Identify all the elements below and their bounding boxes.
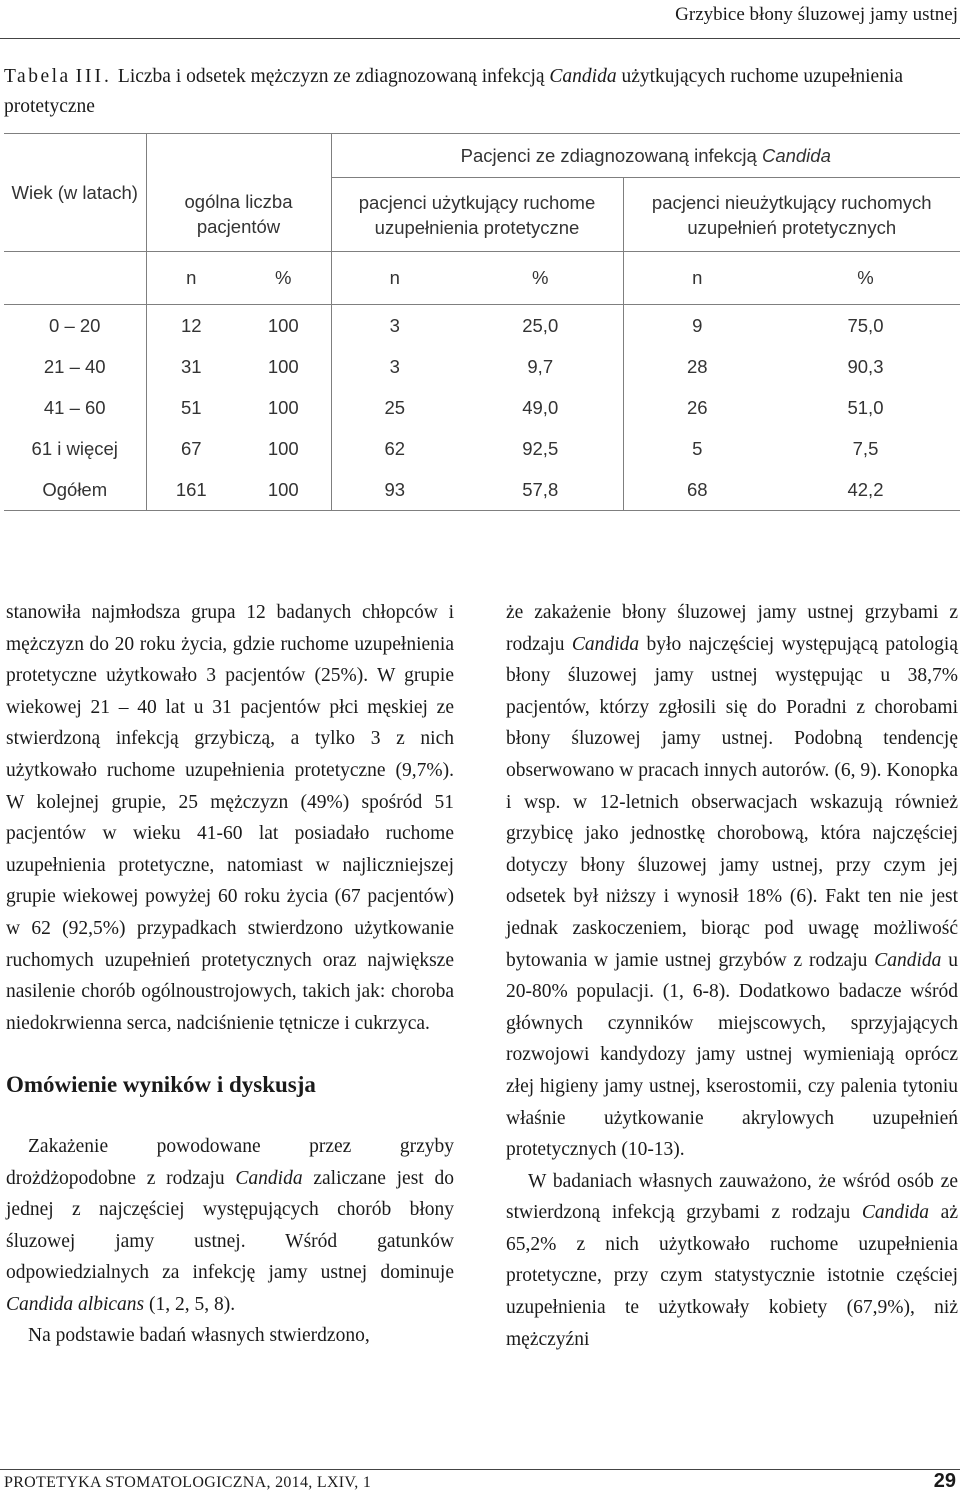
caption-label: Tabela [4,66,71,87]
header-age: Wiek (w latach) [4,134,146,252]
cell-total-n: 31 [180,355,202,377]
cell-total-pct: 100 [267,437,299,459]
cell-total-pct: 100 [236,469,331,511]
cell-nonusers-n: 68 [623,469,771,511]
text-run: u 20-80% populacji. (1, 6-8). Dodatkowo badacze wśród głównych czynników miejscowych, sprzyjających rozwojowi kandydozy jamy ustnej wymieniają oprócz złej higieny jamy ustnej, kserostomii, czy palenia tytoniu właśnie użytkowanie akrylowych uzupełnień protetycznych (10-13). [506,949,958,1161]
left-text-column [6,597,454,1352]
text-run: było najczęściej występującą patologią błony śluzowej jamy ustnej występując u 38,7% pacjentów, którzy zgłosili się do Poradni z chorobami błony śluzowej jamy ustnej. Podobną tendencję obserwowano w pracach innych autorów. (6, 9). Konopka i wsp. w 12-letnich obserwacjach wskazują również grzybicę jako jednostkę chorobową, która najczęściej dotyczy błony śluzowej jamy ustnej, przy czym jej odsetek był niższy i wynosił 18% (6). Fakt ten nie jest jednak zaskoczeniem, biorąc pod uwagę możliwość bytowania w jamie ustnej grzybów z rodzaju [506,633,958,971]
cell-users-pct: 9,7 [458,346,623,387]
unit-n: n [331,252,458,305]
cell-age: Ogółem [4,469,146,511]
left-paragraph-2 [6,1131,454,1321]
cell-total-n: 51 [180,396,202,418]
cell-users-n: 25 [331,387,458,428]
data-table [4,133,960,511]
unit-n: n [146,252,236,305]
data-table-wrapper [4,133,960,511]
cell-nonusers-n: 9 [692,314,703,336]
footer-journal: PROTETYKA STOMATOLOGICZNA, 2014, LXIV, 1 [4,1474,372,1491]
cell-total-n: 161 [146,469,236,511]
header-users: pacjenci użytkujący ruchome uzupełnienia protetyczne [331,178,623,252]
text-run: W badaniach własnych zauważono, że wśród osób ze stwierdzoną infekcją grzybami z rodzaju [506,1170,958,1224]
text-run: że zakażenie błony śluzowej jamy ustnej grzybami z rodzaju [506,602,958,655]
running-head [0,0,960,39]
text-run: Zakażenie powodowane przez grzyby drożdżopodobne z rodzaju [6,1135,454,1189]
cell-total-pct: 100 [267,355,299,377]
page-number: 29 [933,1470,956,1492]
cell-nonusers-n: 5 [692,437,703,459]
text-run: zaliczane jest do jednej z najczęściej występujących chorób błony śluzowej jamy ustnej. Wśród gatunków odpowiedzialnych za infekcję jamy ustnej dominuje [6,1167,454,1284]
cell-users-n: 62 [331,428,458,469]
caption-text-b: użytkujących ruchome uzupełnienia protetyczne [4,66,904,117]
table-row [4,305,960,347]
text-run: aż 65,2% z nich użytkowało ruchome uzupełnienia protetyczne, przy czym statystycznie istotnie częściej uzupełnienia te użytkowały kobiety (67,9%), niż mężczyźni [506,1202,958,1350]
running-head-title: Grzybice błony śluzowej jamy ustnej [675,4,958,25]
cell-nonusers-pct: 7,5 [852,437,879,459]
cell-total-pct: 100 [267,314,299,336]
cell-users-pct: 25,0 [458,305,623,347]
cell-total-n: 12 [180,314,202,336]
caption-text-a: Liczba i odsetek mężczyzn ze zdiagnozowaną infekcją [117,66,550,87]
footer-rule [0,1469,960,1470]
italic-run: Candida [874,949,942,971]
cell-nonusers-n: 26 [686,396,708,418]
cell-age: 21 – 40 [4,346,146,387]
header-nonusers: pacjenci nieużytkujący ruchomych uzupełnień protetycznych [623,178,960,252]
caption-number: III. [75,66,112,87]
section-heading: Omówienie wyników i dyskusja [6,1072,316,1098]
left-paragraph-1: stanowiła najmłodsza grupa 12 badanych chłopców i mężczyzn do 20 roku życia, gdzie ruchome uzupełnienia protetyczne użytkowało 3 pacjentów (25%). W grupie wiekowej 21 – 40 lat u 31 pacjentów płci męskiej ze stwierdzoną infekcją grzybiczą, a tylko 3 z nich użytkowało ruchome uzupełnienia protetyczne (9,7%). W kolejnej grupie, 25 mężczyzn (49%) spośród 51 pacjentów w wieku 41-60 lat posiadało ruchome uzupełnienia protetyczne, natomiast w najliczniejszej grupie wiekowej powyżej 60 roku życia (67 pacjentów) w 62 (92,5%) przypadkach stwierdzono użytkowanie ruchomych uzupełnień protetycznych oraz największe nasilenie chorób ogólnoustrojowych, takich jak: choroba niedokrwienna serca, nadciśnienie tętnicze i cukrzyca. [6,602,454,1034]
header-group [331,134,960,178]
cell-age: 41 – 60 [4,387,146,428]
italic-run: Candida [235,1167,303,1189]
header-group-italic: Candida [761,144,831,166]
cell-users-pct: 57,8 [458,469,623,511]
cell-users-pct: 92,5 [458,428,623,469]
cell-nonusers-pct: 42,2 [771,469,960,511]
cell-users-n: 3 [331,346,458,387]
unit-pct: % [236,252,331,305]
cell-nonusers-pct: 90,3 [847,355,884,377]
unit-pct: % [771,252,960,305]
header-spacer [146,134,331,178]
table-row [4,428,960,469]
right-text-column [506,597,958,1355]
cell-users-n: 3 [331,305,458,347]
italic-run: Candida [571,633,640,655]
cell-nonusers-pct: 51,0 [847,396,884,418]
cell-age: 61 i więcej [4,428,146,469]
cell-users-pct: 49,0 [458,387,623,428]
cell-users-n: 93 [331,469,458,511]
table-row [4,387,960,428]
unit-pct: % [458,252,623,305]
header-total: ogólna liczba pacjentów [146,178,331,252]
table-row-total [4,469,960,511]
italic-run: Candida albicans [6,1293,145,1315]
caption-italic: Candida [549,66,617,87]
right-paragraph-2 [506,1166,958,1356]
table-caption [4,62,954,122]
table-row [4,346,960,387]
cell-age: 0 – 20 [4,305,146,347]
italic-run: Candida [861,1202,930,1224]
cell-nonusers-n: 28 [686,355,708,377]
unit-spacer [4,252,146,305]
unit-n: n [623,252,771,305]
cell-nonusers-pct: 75,0 [847,314,884,336]
cell-total-pct: 100 [267,396,299,418]
text-run: (1, 2, 5, 8). [144,1293,236,1315]
left-paragraph-3: Na podstawie badań własnych stwierdzono, [28,1325,370,1347]
cell-total-n: 67 [180,437,202,459]
right-paragraph-1 [506,597,958,1166]
header-group-text: Pacjenci ze zdiagnozowaną infekcją [460,144,762,166]
